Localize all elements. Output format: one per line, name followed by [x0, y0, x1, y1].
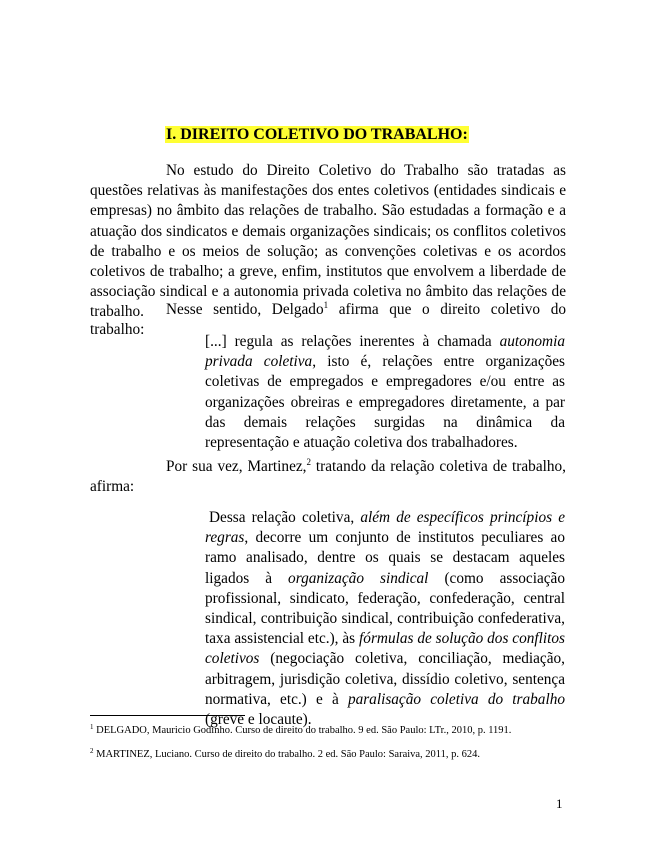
footnote-ref-1[interactable]: 1	[323, 300, 329, 310]
footnote-divider	[90, 715, 245, 716]
quote-text: [...] regula as relações inerentes à chamada	[205, 333, 500, 350]
quote-italic-text: além de específicos princípios e regras	[205, 509, 565, 547]
quote-italic-text: paralisação coletiva do trabalho	[347, 690, 566, 708]
footnote-number: 1	[90, 723, 94, 731]
paragraph-text: Nesse sentido, Delgado	[166, 301, 324, 318]
quote-martinez	[205, 508, 565, 730]
footnote-2	[90, 748, 566, 761]
quote-text: Dessa relação coletiva,	[209, 509, 361, 526]
quote-italic-text: autonomia privada coletiva	[205, 333, 565, 371]
footnote-text: DELGADO, Mauricio Godinho. Curso de direito do trabalho. 9 ed. São Paulo: LTr., 2010, p. 1191.	[96, 725, 512, 736]
paragraph-intro: No estudo do Direito Coletivo do Trabalho são tratadas as questões relativas às manifestações dos entes coletivos (entidades sindicais e empresas) no âmbito das relações de trabalho. São estudadas a formação e a atuação dos sindicatos e demais organizações sindicais; os conflitos coletivos de trabalho e os meios de solução; as convenções coletivas e os acordos coletivos de trabalho; a greve, enfim, institutos que envolvem a liberdade de associação sindical e a autonomia privada coletiva no âmbito das relações de trabalho.	[90, 162, 566, 321]
paragraph-text: tratando da relação coletiva de trabalho, afirma:	[90, 458, 566, 496]
footnote-ref-2[interactable]: 2	[306, 457, 311, 467]
paragraph-text: Por sua vez, Martinez,	[166, 458, 307, 475]
page-number: 1	[556, 796, 563, 811]
quote-italic-text: organização sindical	[288, 569, 429, 587]
quote-italic-text: fórmulas de solução dos conflitos coletivos	[205, 630, 565, 668]
footnote-1	[90, 724, 566, 737]
paragraph-martinez-intro	[90, 457, 566, 497]
quote-text: (greve e locaute).	[205, 711, 312, 729]
section-heading	[165, 125, 469, 145]
quote-text: (como associação profissional, sindicato, federação, confederação, central sindical, contribuição sindical, contribuição confederativa, taxa assistencial etc.), às	[205, 569, 565, 648]
paragraph-text: afirma que o direito coletivo do trabalho:	[90, 301, 566, 339]
footnote-number: 2	[90, 747, 94, 755]
highlighted-heading-text: I. DIREITO COLETIVO DO TRABALHO:	[166, 126, 468, 143]
quote-text: , isto é, relações entre organizações coletivas de empregados e empregadores e/ou entre as organizações obreiras e empregadores diretamente, a par das demais relações surgidas na dinâmica da representação e atuação coletiva dos trabalhadores.	[205, 353, 566, 452]
footnote-text: MARTINEZ, Luciano. Curso de direito do trabalho. 2 ed. São Paulo: Saraiva, 2011, p. 624.	[96, 749, 481, 760]
quote-text: , decorre um conjunto de institutos peculiares ao ramo analisado, dentre os quais se destacam aqueles ligados à	[205, 529, 565, 587]
quote-delgado	[205, 332, 565, 453]
quote-text: (negociação coletiva, conciliação, mediação, arbitragem, jurisdição coletiva, dissídio coletivo, sentença normativa, etc.) e à	[205, 650, 565, 708]
